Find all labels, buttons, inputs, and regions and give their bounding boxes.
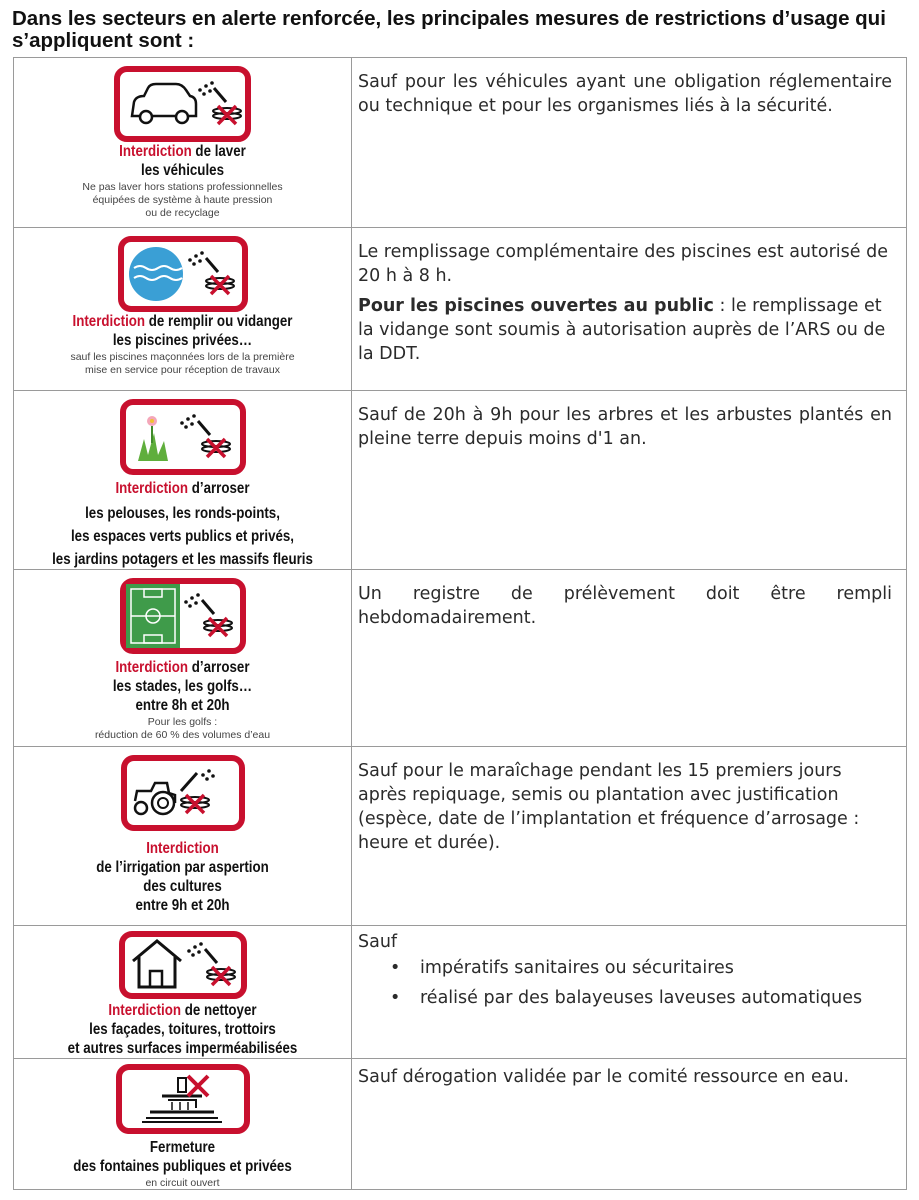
restriction-visual: Interdiction d’arroser les pelouses, les ronds-points, les espaces verts publics et privés, les jardins potagers et les massifs fleuris [14,391,352,570]
car-wash-prohibited-icon [114,66,251,142]
page-title: Dans les secteurs en alerte renforcée, les principales mesures de restrictions d’usage qui s’appliquent sont : [12,7,886,52]
table-row [14,747,907,926]
table-row [14,570,907,747]
table-row [14,1059,907,1190]
pool-fill-prohibited-icon [118,236,248,312]
list-item: • impératifs sanitaires ou sécuritaires [420,956,892,980]
restriction-visual: Interdiction de nettoyer les façades, toitures, trottoirs et autres surfaces imperméabilisées [14,926,352,1059]
restriction-visual: Interdiction de remplir ou vidanger les piscines privées… sauf les piscines maçonnées lors de la première mise en service pour réception de travaux [14,228,352,391]
garden-watering-prohibited-icon [120,399,246,475]
restriction-exception: Sauf • impératifs sanitaires ou sécuritaires • réalisé par des balayeuses laveuses automatiques [352,926,907,1059]
restrictions-table [13,57,907,1190]
exception-list [358,956,892,1010]
restriction-exception: Sauf pour le maraîchage pendant les 15 premiers jours après repiquage, semis ou plantation avec justification (espèce, date de l’implantation et fréquence d’arrosage : heure et durée). [352,747,907,926]
stadium-watering-prohibited-icon [120,578,246,654]
table-row [14,58,907,228]
restriction-visual: Fermeture des fontaines publiques et privées en circuit ouvert [14,1059,352,1190]
restriction-visual: Interdiction de l’irrigation par aspertion des cultures entre 9h et 20h [14,747,352,926]
restriction-visual: Interdiction de laver les véhicules Ne pas laver hors stations professionnelles équipées de système à haute pression ou de recyclage [14,58,352,228]
crop-irrigation-prohibited-icon [121,755,245,831]
restriction-exception: Sauf pour les véhicules ayant une obligation réglementaire ou technique et pour les organismes liés à la sécurité. [352,58,907,228]
restriction-exception: Le remplissage complémentaire des piscines est autorisé de 20 h à 8 h. Pour les piscines ouvertes au public : le remplissage et la vidange sont soumis à autorisation auprès de l’ARS ou de la DDT. [352,228,907,391]
fountain-closed-icon [116,1064,250,1134]
table-row [14,228,907,391]
restriction-exception: Sauf de 20h à 9h pour les arbres et les arbustes plantés en pleine terre depuis moins d'1 an. [352,391,907,570]
facade-cleaning-prohibited-icon [119,931,247,999]
restriction-visual: Interdiction d’arroser les stades, les golfs… entre 8h et 20h Pour les golfs : réduction de 60 % des volumes d’eau [14,570,352,747]
list-item: • réalisé par des balayeuses laveuses automatiques [420,986,892,1010]
restriction-exception: Un registre de prélèvement doit être rempli hebdomadairement. [352,570,907,747]
table-row [14,926,907,1059]
restriction-exception: Sauf dérogation validée par le comité ressource en eau. [352,1059,907,1190]
table-row [14,391,907,570]
